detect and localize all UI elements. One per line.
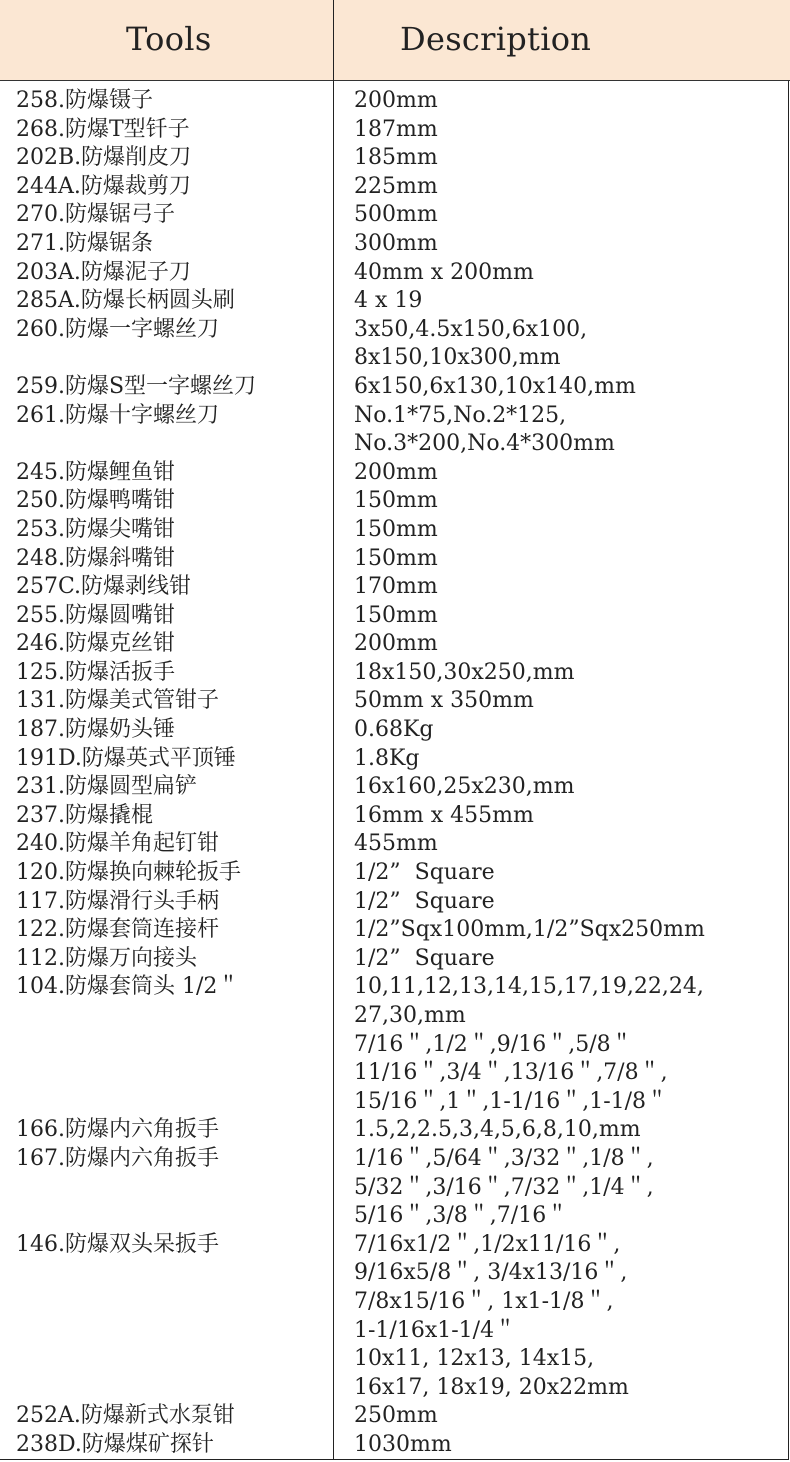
tool-description-line: 1/2” Square: [354, 945, 495, 971]
tool-name-line: 104.防爆套筒头 1/2＂: [16, 974, 240, 1000]
tool-description-line: 6x150,6x130,10x140,mm: [354, 373, 636, 399]
tool-description-line: 225mm: [354, 173, 438, 199]
description-column: [354, 87, 705, 1460]
tool-name-line: [16, 1259, 256, 1288]
tool-name-line: [16, 1031, 256, 1060]
tool-name-line: 238D.防爆煤矿探针: [16, 1431, 214, 1457]
tool-name-line: 246.防爆克丝钳: [16, 631, 175, 657]
tool-name-line: 125.防爆活扳手: [16, 659, 175, 685]
description-column-header: Description: [400, 20, 592, 58]
tool-description-line: 7/8x15/16＂, 1x1-1/8＂,: [354, 1288, 614, 1314]
tool-description-line: 11/16＂,3/4＂,13/16＂,7/8＂,: [354, 1060, 668, 1086]
tool-name-line: [16, 430, 256, 459]
tool-description-line: 15/16＂,1＂,1-1/16＂,1-1/8＂: [354, 1088, 669, 1114]
tool-description-line: 1.8Kg: [354, 745, 420, 771]
tool-name-line: [16, 1059, 256, 1088]
tool-name-line: 268.防爆T型钎子: [16, 116, 190, 142]
tool-description-line: 5/16＂,3/8＂,7/16＂: [354, 1203, 569, 1229]
tool-name-line: 122.防爆套筒连接杆: [16, 917, 219, 943]
tool-description-line: 5/32＂,3/16＂,7/32＂,1/4＂,: [354, 1174, 654, 1200]
tool-name-line: 237.防爆撬棍: [16, 802, 153, 828]
tool-name-line: [16, 1317, 256, 1346]
tool-description-line: 200mm: [354, 88, 438, 113]
tool-name-line: 253.防爆尖嘴钳: [16, 516, 175, 542]
tool-description-line: 16x160,25x230,mm: [354, 774, 575, 800]
tool-name-line: 258.防爆镊子: [16, 88, 153, 113]
tool-description-line: 500mm: [354, 202, 438, 228]
tool-description-line: 8x150,10x300,mm: [354, 345, 561, 371]
tool-name-line: 146.防爆双头呆扳手: [16, 1231, 219, 1257]
tool-name-line: [16, 1374, 256, 1403]
tool-description-line: 9/16x5/8＂, 3/4x13/16＂,: [354, 1260, 628, 1286]
tool-name-line: 259.防爆S型一字螺丝刀: [16, 373, 257, 399]
tool-description-line: 18x150,30x250,mm: [354, 659, 575, 685]
tool-description-line: 50mm x 350mm: [354, 688, 534, 714]
tool-name-line: 285A.防爆长柄圆头刷: [16, 288, 235, 314]
tool-name-line: 187.防爆奶头锤: [16, 717, 175, 743]
tool-description-line: 185mm: [354, 145, 438, 171]
tool-name-line: [16, 344, 256, 373]
tool-name-line: 248.防爆斜嘴钳: [16, 545, 175, 571]
tool-name-line: 244A.防爆裁剪刀: [16, 173, 191, 199]
tool-description-line: 150mm: [354, 545, 438, 571]
tool-description-line: 150mm: [354, 602, 438, 628]
tool-description-line: 1/2”Sqx100mm,1/2”Sqx250mm: [354, 917, 705, 943]
tool-description-line: 250mm: [354, 1403, 438, 1429]
tool-description-line: 300mm: [354, 230, 438, 256]
tool-description-line: No.1*75,No.2*125,: [354, 402, 567, 428]
tool-name-line: 270.防爆锯弓子: [16, 202, 175, 228]
tool-description-line: 40mm x 200mm: [354, 259, 534, 285]
tool-description-line: 1/16＂,5/64＂,3/32＂,1/8＂,: [354, 1145, 654, 1171]
tool-name-line: [16, 1174, 256, 1203]
tool-description-line: 7/16＂,1/2＂,9/16＂,5/8＂: [354, 1031, 633, 1057]
tool-name-line: 260.防爆一字螺丝刀: [16, 316, 219, 342]
tool-name-line: [16, 1288, 256, 1317]
tool-name-line: 112.防爆万向接头: [16, 945, 197, 971]
tool-description-line: 455mm: [354, 831, 438, 857]
tool-description-line: 16x17, 18x19, 20x22mm: [354, 1374, 629, 1400]
column-divider: [333, 0, 334, 1460]
tool-name-line: 252A.防爆新式水泵钳: [16, 1403, 235, 1429]
tool-name-line: 271.防爆锯条: [16, 230, 153, 256]
tool-description-line: 10x11, 12x13, 14x15,: [354, 1346, 595, 1372]
tool-name-line: [16, 1345, 256, 1374]
tool-description-line: 10,11,12,13,14,15,17,19,22,24,: [354, 974, 704, 1000]
tool-description-line: 27,30,mm: [354, 1003, 466, 1028]
tool-name-line: 257C.防爆剥线钳: [16, 574, 192, 600]
tool-name-line: 250.防爆鸭嘴钳: [16, 488, 175, 514]
tool-description-line: 170mm: [354, 574, 438, 600]
tool-description-line: 1030mm: [354, 1431, 452, 1457]
tool-name-line: [16, 1202, 256, 1231]
tool-description-line: 7/16x1/2＂,1/2x11/16＂,: [354, 1231, 621, 1257]
tool-name-line: [16, 1002, 256, 1031]
tool-name-line: 231.防爆圆型扁铲: [16, 774, 197, 800]
tool-name-line: 166.防爆内六角扳手: [16, 1117, 219, 1143]
table-header: [0, 0, 790, 81]
tool-name-line: 167.防爆内六角扳手: [16, 1145, 219, 1171]
tool-name-line: 261.防爆十字螺丝刀: [16, 402, 219, 428]
tool-name-line: 255.防爆圆嘴钳: [16, 602, 175, 628]
tool-description-line: 1-1/16x1-1/4＂: [354, 1317, 517, 1343]
tool-description-line: 1/2” Square: [354, 860, 495, 886]
tool-description-line: 1/2” Square: [354, 888, 495, 914]
tool-name-line: 120.防爆换向棘轮扳手: [16, 860, 241, 886]
tool-description-line: 150mm: [354, 488, 438, 514]
tool-description-line: 0.68Kg: [354, 717, 434, 743]
tool-name-line: 117.防爆滑行头手柄: [16, 888, 219, 914]
tool-description-line: 3x50,4.5x150,6x100,: [354, 316, 588, 342]
tool-name-line: 131.防爆美式管钳子: [16, 688, 219, 714]
tool-description-line: 150mm: [354, 516, 438, 542]
tool-name-line: 203A.防爆泥子刀: [16, 259, 191, 285]
tools-column-header: Tools: [126, 20, 212, 58]
tool-description-line: 4 x 19: [354, 288, 423, 314]
tool-description-line: No.3*200,No.4*300mm: [354, 431, 615, 457]
tool-name-line: [16, 1088, 256, 1117]
tool-description-line: 1.5,2,2.5,3,4,5,6,8,10,mm: [354, 1117, 641, 1143]
tools-column: [16, 87, 256, 1460]
tool-name-line: 202B.防爆削皮刀: [16, 145, 192, 171]
tool-description-line: 187mm: [354, 116, 438, 142]
tool-description-line: 200mm: [354, 459, 438, 485]
tool-description-line: 200mm: [354, 631, 438, 657]
tool-name-line: 191D.防爆英式平顶锤: [16, 745, 236, 771]
tool-name-line: 240.防爆羊角起钉钳: [16, 831, 219, 857]
tool-name-line: 245.防爆鲤鱼钳: [16, 459, 175, 485]
tool-description-line: 16mm x 455mm: [354, 802, 534, 828]
